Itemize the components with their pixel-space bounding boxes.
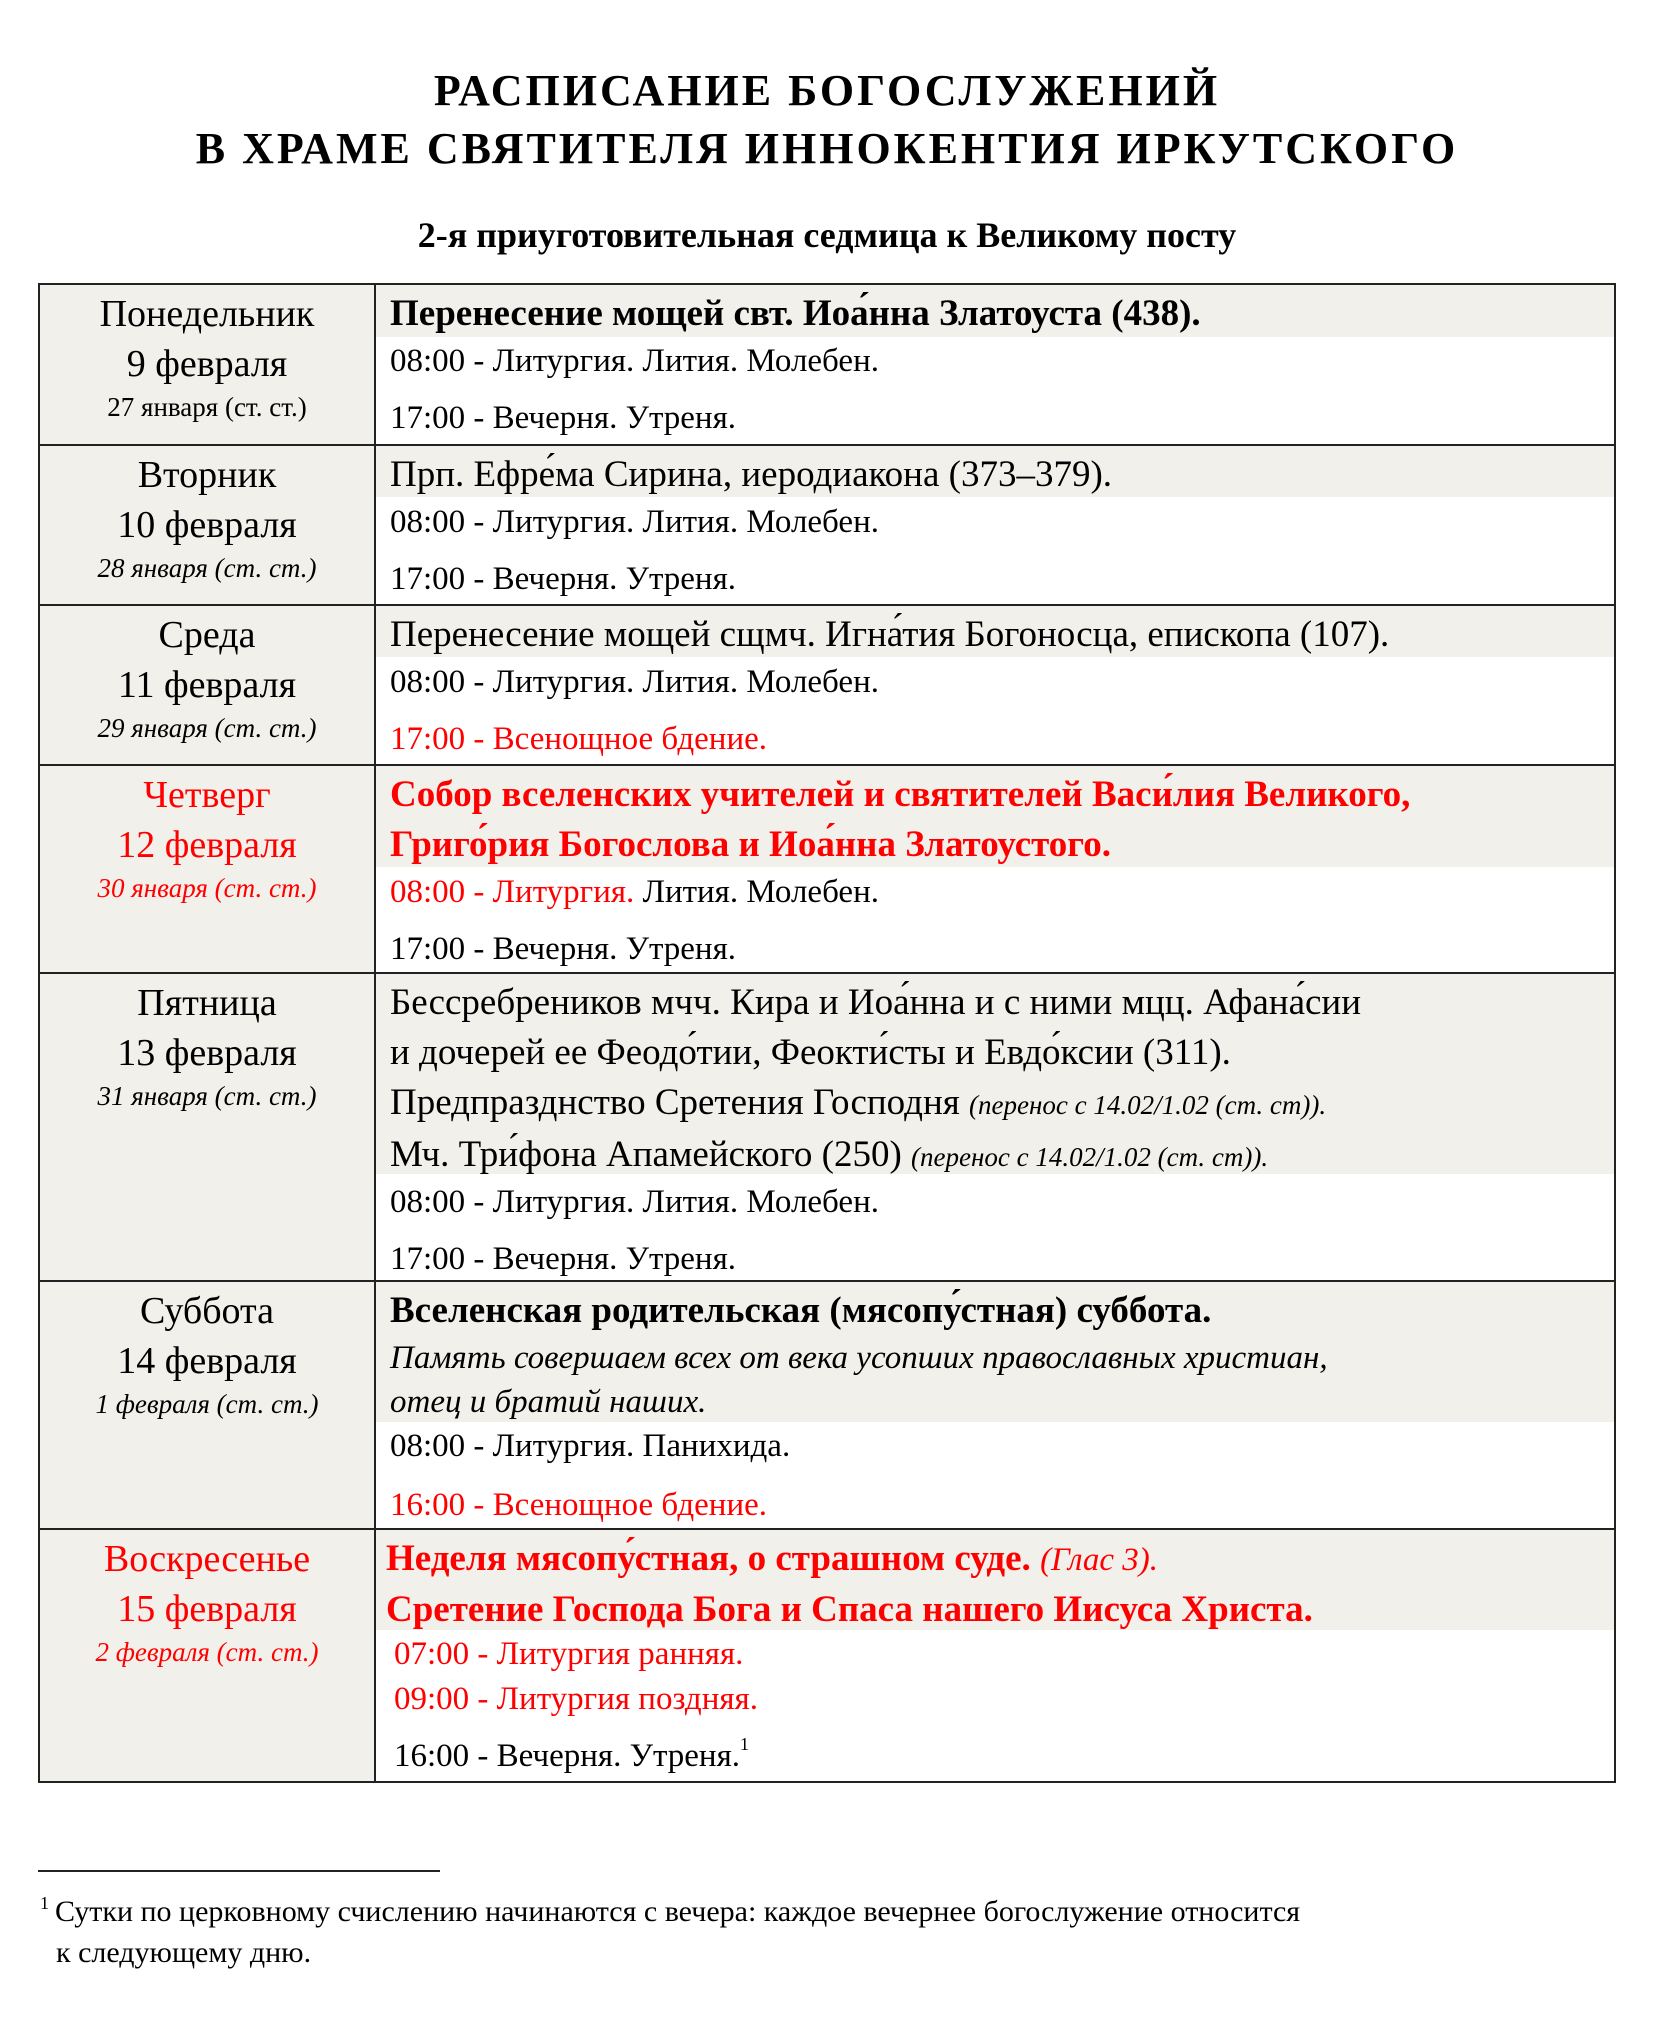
weekday: Воскресенье <box>103 1538 311 1580</box>
service-item <box>394 1736 749 1776</box>
commemoration: Григо́рия Богослова и Иоа́нна Златоустого. <box>390 824 1111 865</box>
weekday: Вторник <box>137 454 277 496</box>
service-rest-part: Лития. Молебен. <box>634 874 879 910</box>
service-item: 17:00 - Вечерня. Утреня. <box>390 1241 737 1277</box>
commemoration-band <box>376 606 1614 657</box>
schedule-row-thursday <box>40 764 1614 974</box>
old-style-date: 1 февраля (ст. ст.) <box>95 1389 319 1419</box>
footnote-mark: 1 <box>40 1893 49 1913</box>
weekday: Пятница <box>137 982 277 1024</box>
commemoration-band <box>376 446 1614 497</box>
content-cell <box>376 446 1614 606</box>
commemoration: Перенесение мощей свт. Иоа́нна Златоуста (438). <box>390 293 1201 334</box>
remembrance-text: отец и братий наших. <box>390 1384 707 1420</box>
content-cell <box>376 1530 1614 1781</box>
date: 15 февраля <box>117 1588 297 1630</box>
service-item-highlight: 16:00 - Всенощное бдение. <box>390 1487 768 1523</box>
schedule-table <box>38 283 1616 1783</box>
commemoration: Предпразднство Сретения Господня <box>390 1082 960 1123</box>
service-item: 08:00 - Литургия. Лития. Молебен. <box>390 664 879 700</box>
commemoration: Неделя мясопу́стная, о страшном суде. <box>386 1538 1031 1579</box>
footnote-text-line-1: Сутки по церковному счислению начинаются с вечера: каждое вечернее богослужение относится <box>55 1895 1301 1928</box>
day-cell <box>40 446 376 606</box>
commemoration: Сретение Господа Бога и Спаса нашего Иисуса Христа. <box>386 1589 1313 1630</box>
service-item: 17:00 - Вечерня. Утреня. <box>390 400 737 436</box>
weekday: Суббота <box>139 1290 274 1332</box>
weekday: Среда <box>158 614 256 656</box>
day-cell <box>40 285 376 446</box>
commemoration: и дочерей ее Феодо́тии, Феокти́сты и Евдо́ксии (311). <box>390 1032 1231 1073</box>
old-style-date: 31 января (ст. ст.) <box>97 1081 317 1111</box>
service-item-highlight: 17:00 - Всенощное бдение. <box>390 721 768 757</box>
service-item-highlight: 09:00 - Литургия поздняя. <box>394 1681 758 1717</box>
service-item: 08:00 - Литургия. Лития. Молебен. <box>390 504 879 540</box>
old-style-date: 2 февраля (ст. ст.) <box>95 1637 319 1667</box>
commemoration: Перенесение мощей сщмч. Игна́тия Богоносца, епископа (107). <box>390 614 1390 655</box>
commemoration: Собор вселенских учителей и святителей Васи́лия Великого, <box>390 774 1411 815</box>
commemoration-band <box>376 766 1614 867</box>
old-style-date: 27 января (ст. ст.) <box>107 392 307 422</box>
day-cell <box>40 1530 376 1781</box>
service-item: 08:00 - Литургия. Панихида. <box>390 1428 791 1464</box>
service-text: 16:00 - Вечерня. Утреня. <box>394 1738 741 1774</box>
commemoration-line <box>390 1130 1600 1182</box>
service-highlight-part: 08:00 - Литургия. <box>390 874 635 910</box>
date: 12 февраля <box>117 824 297 866</box>
footnote <box>40 1893 1540 1972</box>
service-item: 17:00 - Вечерня. Утреня. <box>390 561 737 597</box>
commemoration: Бессребреников мчч. Кира и Иоа́нна и с ними мцц. Афана́сии <box>390 982 1362 1023</box>
old-style-date: 28 января (ст. ст.) <box>97 553 317 583</box>
page-title-line-2: В ХРАМЕ СВЯТИТЕЛЯ ИННОКЕНТИЯ ИРКУТСКОГО <box>195 124 1459 173</box>
weekday: Понедельник <box>99 293 315 335</box>
schedule-row-monday <box>40 285 1614 446</box>
commemoration-line <box>390 1078 1600 1130</box>
transfer-note: (перенос с 14.02/1.02 (ст. ст)). <box>911 1142 1269 1172</box>
service-item: 08:00 - Литургия. Лития. Молебен. <box>390 343 879 379</box>
commemoration-band <box>376 974 1614 1174</box>
commemoration-band <box>376 1282 1614 1422</box>
content-cell <box>376 285 1614 446</box>
schedule-row-wednesday <box>40 604 1614 766</box>
old-style-date: 30 января (ст. ст.) <box>97 873 317 903</box>
service-item <box>390 872 879 912</box>
schedule-row-saturday <box>40 1280 1614 1530</box>
service-item-highlight: 07:00 - Литургия ранняя. <box>394 1636 744 1672</box>
content-cell <box>376 766 1614 974</box>
service-item: 08:00 - Литургия. Лития. Молебен. <box>390 1184 879 1220</box>
commemoration-band <box>376 1530 1614 1630</box>
old-style-date: 29 января (ст. ст.) <box>97 713 317 743</box>
date: 11 февраля <box>117 664 297 706</box>
day-cell <box>40 1282 376 1530</box>
page-title-line-1: РАСПИСАНИЕ БОГОСЛУЖЕНИЙ <box>433 66 1221 115</box>
service-item: 17:00 - Вечерня. Утреня. <box>390 931 737 967</box>
schedule-row-sunday <box>40 1528 1614 1781</box>
schedule-row-tuesday <box>40 444 1614 606</box>
page-subtitle: 2-я приуготовительная седмица к Великому посту <box>417 215 1237 255</box>
schedule-row-friday <box>40 972 1614 1282</box>
commemoration: Прп. Ефре́ма Сирина, иеродиакона (373–379). <box>390 454 1113 495</box>
commemoration-line <box>386 1534 1600 1585</box>
day-cell <box>40 606 376 766</box>
content-cell <box>376 606 1614 766</box>
footnote-ref[interactable]: 1 <box>740 1734 750 1754</box>
weekday: Четверг <box>143 774 271 816</box>
content-cell <box>376 974 1614 1282</box>
day-cell <box>40 766 376 974</box>
commemoration: Вселенская родительская (мясопу́стная) суббота. <box>390 1290 1212 1331</box>
date: 14 февраля <box>117 1340 297 1382</box>
content-cell <box>376 1282 1614 1530</box>
commemoration: Мч. Три́фона Апамейского (250) <box>390 1134 902 1175</box>
footnote-text-line-2: к следующему дню. <box>56 1936 312 1969</box>
transfer-note: (перенос с 14.02/1.02 (ст. ст)). <box>969 1090 1327 1120</box>
commemoration-band <box>376 285 1614 337</box>
remembrance-text: Память совершаем всех от века усопших православных христиан, <box>390 1340 1328 1376</box>
date: 9 февраля <box>126 343 288 385</box>
footnote-divider <box>38 1870 440 1872</box>
day-cell <box>40 974 376 1282</box>
date: 10 февраля <box>117 504 297 546</box>
date: 13 февраля <box>117 1032 297 1074</box>
tone-note: (Глас 3). <box>1040 1542 1158 1578</box>
